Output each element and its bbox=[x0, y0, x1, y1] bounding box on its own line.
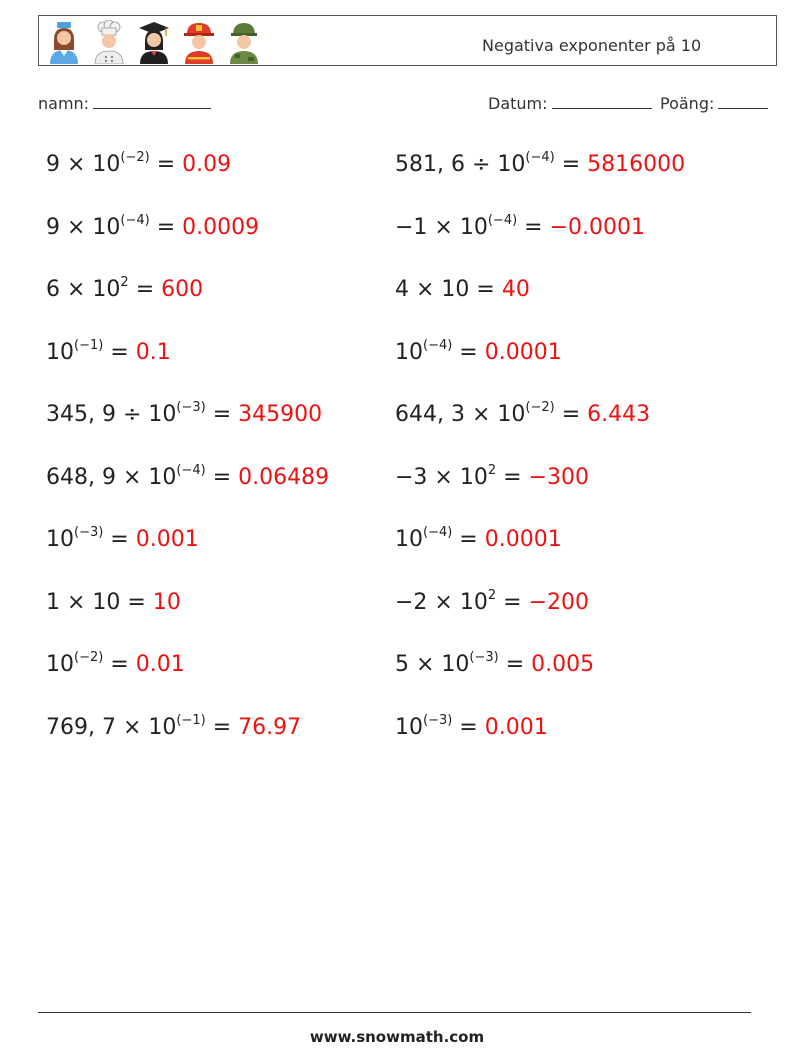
equals-sign: = bbox=[517, 214, 550, 240]
problem-expression: 648, 9 × 10 bbox=[46, 464, 177, 490]
problem-expression: 10 bbox=[395, 339, 423, 365]
problem-exponent: 2 bbox=[120, 275, 129, 290]
equals-sign: = bbox=[149, 214, 183, 240]
name-field[interactable] bbox=[38, 94, 211, 113]
problem-answer: 6.443 bbox=[587, 402, 651, 427]
problem-answer: 0.001 bbox=[484, 714, 548, 740]
problem-exponent: (−4) bbox=[120, 212, 150, 228]
nurse-icon bbox=[45, 20, 83, 64]
problem-answer: 0.1 bbox=[135, 339, 171, 365]
problem-exponent: (−2) bbox=[120, 150, 150, 165]
soldier-icon bbox=[225, 20, 263, 64]
problem-item bbox=[395, 525, 562, 555]
problem-exponent: (−1) bbox=[176, 712, 206, 728]
problem-expression: 581, 6 ÷ 10 bbox=[395, 152, 526, 177]
problem-item bbox=[395, 150, 685, 180]
equals-sign: = bbox=[103, 339, 136, 365]
problem-item bbox=[46, 463, 329, 493]
firefighter-icon bbox=[180, 20, 218, 64]
problem-answer: −300 bbox=[528, 464, 589, 490]
problem-item bbox=[46, 713, 301, 743]
problem-exponent: 2 bbox=[487, 587, 497, 603]
problem-exponent: (−4) bbox=[487, 212, 518, 228]
problem-expression: −3 × 10 bbox=[395, 464, 488, 490]
graduate-icon bbox=[135, 20, 173, 64]
problem-exponent: (−3) bbox=[176, 400, 206, 415]
score-label: Poäng: bbox=[660, 94, 715, 113]
problem-answer: 10 bbox=[152, 589, 181, 615]
name-blank[interactable] bbox=[93, 94, 211, 109]
problem-answer: 0.09 bbox=[182, 152, 232, 177]
problem-item bbox=[395, 588, 589, 618]
equals-sign: = bbox=[452, 339, 485, 365]
problem-item bbox=[395, 275, 530, 305]
problem-answer: 0.001 bbox=[135, 527, 199, 552]
problem-answer: 0.06489 bbox=[238, 464, 330, 490]
problem-expression: 4 × 10 bbox=[395, 277, 470, 302]
name-label: namn: bbox=[38, 94, 90, 113]
equals-sign: = bbox=[205, 464, 239, 490]
problem-item bbox=[46, 525, 199, 555]
equals-sign: = bbox=[128, 277, 162, 302]
problem-answer: 0.0001 bbox=[484, 527, 562, 552]
equals-sign: = bbox=[554, 152, 588, 177]
chef-icon bbox=[90, 20, 128, 64]
problem-item bbox=[395, 213, 645, 243]
problem-expression: 644, 3 × 10 bbox=[395, 402, 526, 427]
problem-item bbox=[395, 338, 562, 368]
problem-expression: 10 bbox=[395, 714, 423, 740]
header-box bbox=[38, 15, 777, 66]
score-field[interactable] bbox=[660, 94, 768, 113]
problem-expression: 10 bbox=[46, 339, 74, 365]
problem-answer: 345900 bbox=[238, 402, 323, 427]
problem-exponent: (−1) bbox=[74, 337, 104, 353]
header-icons bbox=[45, 20, 263, 62]
problem-item bbox=[46, 650, 185, 680]
problem-item bbox=[46, 150, 231, 180]
problem-expression: 345, 9 ÷ 10 bbox=[46, 402, 177, 427]
problem-answer: 0.0009 bbox=[182, 214, 260, 240]
problem-expression: 5 × 10 bbox=[395, 652, 470, 677]
problem-exponent: (−3) bbox=[423, 712, 453, 728]
problem-item bbox=[46, 338, 171, 368]
equals-sign: = bbox=[496, 464, 529, 490]
problem-expression: 9 × 10 bbox=[46, 214, 121, 240]
problem-exponent: (−2) bbox=[74, 650, 104, 665]
equals-sign: = bbox=[496, 589, 529, 615]
score-blank[interactable] bbox=[718, 94, 768, 109]
problem-exponent: (−4) bbox=[525, 150, 555, 165]
problem-item bbox=[46, 400, 322, 430]
equals-sign: = bbox=[452, 714, 485, 740]
date-field[interactable] bbox=[488, 94, 652, 113]
worksheet-title: Negativa exponenter på 10 bbox=[482, 36, 702, 55]
date-blank[interactable] bbox=[552, 94, 652, 109]
problem-exponent: (−2) bbox=[525, 400, 555, 415]
problem-item bbox=[46, 275, 203, 305]
problem-item bbox=[46, 213, 259, 243]
problem-exponent: (−4) bbox=[423, 525, 453, 540]
problem-expression: 10 bbox=[46, 652, 74, 677]
problem-answer: −200 bbox=[528, 589, 589, 615]
equals-sign: = bbox=[205, 714, 239, 740]
problem-answer: 600 bbox=[161, 277, 204, 302]
equals-sign: = bbox=[452, 527, 485, 552]
problem-expression: 10 bbox=[46, 527, 74, 552]
problem-exponent: (−3) bbox=[74, 525, 104, 540]
equals-sign: = bbox=[469, 277, 502, 302]
problem-item bbox=[46, 588, 181, 618]
problem-item bbox=[395, 463, 589, 493]
problem-expression: −1 × 10 bbox=[395, 214, 488, 240]
equals-sign: = bbox=[149, 152, 183, 177]
footer-divider bbox=[38, 1012, 751, 1013]
equals-sign: = bbox=[498, 652, 532, 677]
problem-answer: 76.97 bbox=[238, 714, 302, 740]
problem-answer: 0.0001 bbox=[484, 339, 562, 365]
problem-expression: 1 × 10 bbox=[46, 589, 121, 615]
problem-expression: 769, 7 × 10 bbox=[46, 714, 177, 740]
equals-sign: = bbox=[103, 527, 136, 552]
problem-item bbox=[395, 713, 548, 743]
footer-site: www.snowmath.com bbox=[309, 1028, 485, 1046]
problem-answer: 5816000 bbox=[587, 152, 686, 177]
problem-item bbox=[395, 650, 594, 680]
problem-exponent: (−3) bbox=[469, 650, 499, 665]
problem-answer: −0.0001 bbox=[549, 214, 646, 240]
date-label: Datum: bbox=[488, 94, 548, 113]
problem-exponent: (−4) bbox=[176, 462, 206, 478]
problem-answer: 40 bbox=[501, 277, 530, 302]
equals-sign: = bbox=[103, 652, 136, 677]
equals-sign: = bbox=[554, 402, 588, 427]
problem-answer: 0.01 bbox=[135, 652, 185, 677]
problem-exponent: 2 bbox=[487, 462, 497, 478]
equals-sign: = bbox=[120, 589, 153, 615]
problem-answer: 0.005 bbox=[531, 652, 595, 677]
problem-expression: 6 × 10 bbox=[46, 277, 121, 302]
equals-sign: = bbox=[205, 402, 239, 427]
problem-exponent: (−4) bbox=[423, 337, 453, 353]
problem-expression: 10 bbox=[395, 527, 423, 552]
problem-item bbox=[395, 400, 650, 430]
problem-expression: −2 × 10 bbox=[395, 589, 488, 615]
problem-expression: 9 × 10 bbox=[46, 152, 121, 177]
